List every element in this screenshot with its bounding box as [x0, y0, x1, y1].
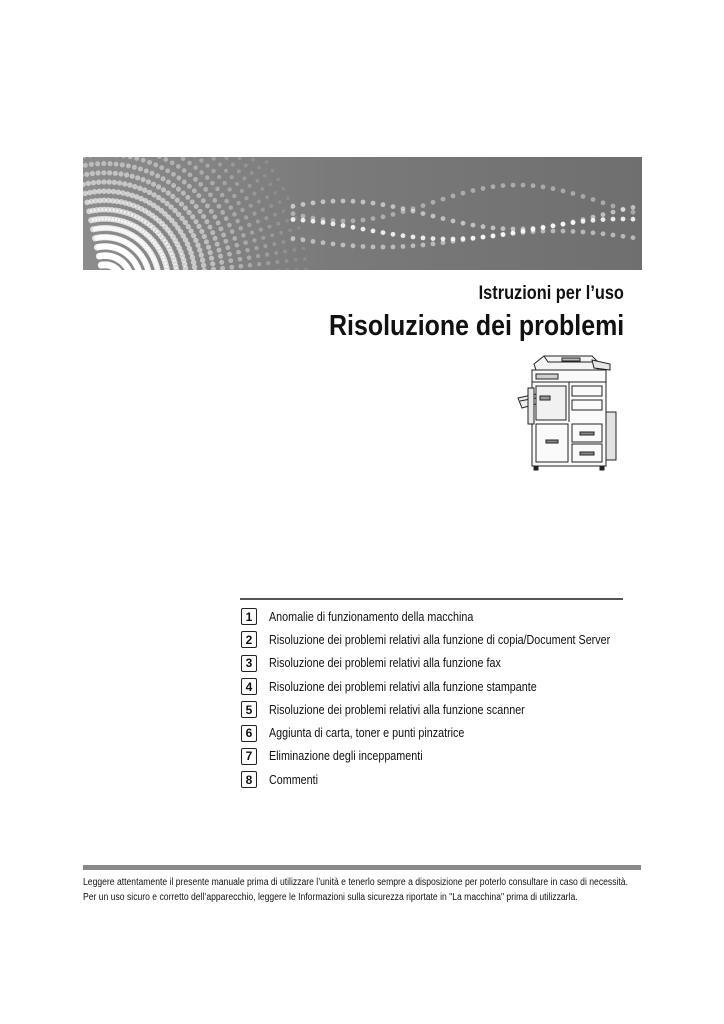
chapter-number: 3	[241, 655, 257, 672]
chapter-label: Eliminazione degli inceppamenti	[269, 749, 423, 764]
chapter-item[interactable]	[241, 605, 666, 628]
chapter-item[interactable]	[241, 768, 666, 791]
document-subtitle: Istruzioni per l’uso	[478, 283, 624, 304]
chapter-item[interactable]	[241, 628, 666, 651]
chapter-item[interactable]	[241, 721, 666, 744]
chapter-label: Anomalie di funzionamento della macchina	[269, 609, 474, 624]
chapter-label: Risoluzione dei problemi relativi alla funzione scanner	[269, 702, 525, 717]
chapter-item[interactable]	[241, 652, 666, 675]
cover-banner	[83, 157, 642, 270]
chapter-item[interactable]	[241, 745, 666, 768]
footer-rule	[83, 865, 641, 870]
chapter-label: Aggiunta di carta, toner e punti pinzatrice	[269, 726, 465, 741]
footer-note-line: Leggere attentamente il presente manuale prima di utilizzare l’unità e tenerlo sempre a disposizione per poterlo consultare in caso di necessità.	[83, 877, 628, 888]
chapter-number: 1	[241, 608, 257, 625]
chapter-number: 4	[241, 678, 257, 695]
chapter-label: Risoluzione dei problemi relativi alla funzione di copia/Document Server	[269, 632, 611, 647]
copier-illustration	[514, 352, 626, 476]
chapter-label: Risoluzione dei problemi relativi alla funzione fax	[269, 656, 501, 671]
dot-pattern-graphic	[83, 157, 642, 270]
chapter-number: 7	[241, 748, 257, 765]
footer-note-line: Per un uso sicuro e corretto dell’apparecchio, leggere le Informazioni sulla sicurezza riportate in "La macchina" prima di utilizzarla.	[83, 891, 578, 903]
document-title: Risoluzione dei problemi	[328, 310, 624, 342]
toc-top-rule	[240, 598, 623, 600]
chapter-number: 2	[241, 631, 257, 648]
chapter-number: 5	[241, 701, 257, 718]
chapter-label: Risoluzione dei problemi relativi alla funzione stampante	[269, 679, 537, 694]
chapter-list	[241, 605, 666, 791]
footer-notes	[83, 876, 628, 905]
chapter-item[interactable]	[241, 675, 666, 698]
chapter-number: 8	[241, 771, 257, 788]
chapter-number: 6	[241, 725, 257, 742]
chapter-label: Commenti	[269, 772, 318, 787]
chapter-item[interactable]	[241, 698, 666, 721]
